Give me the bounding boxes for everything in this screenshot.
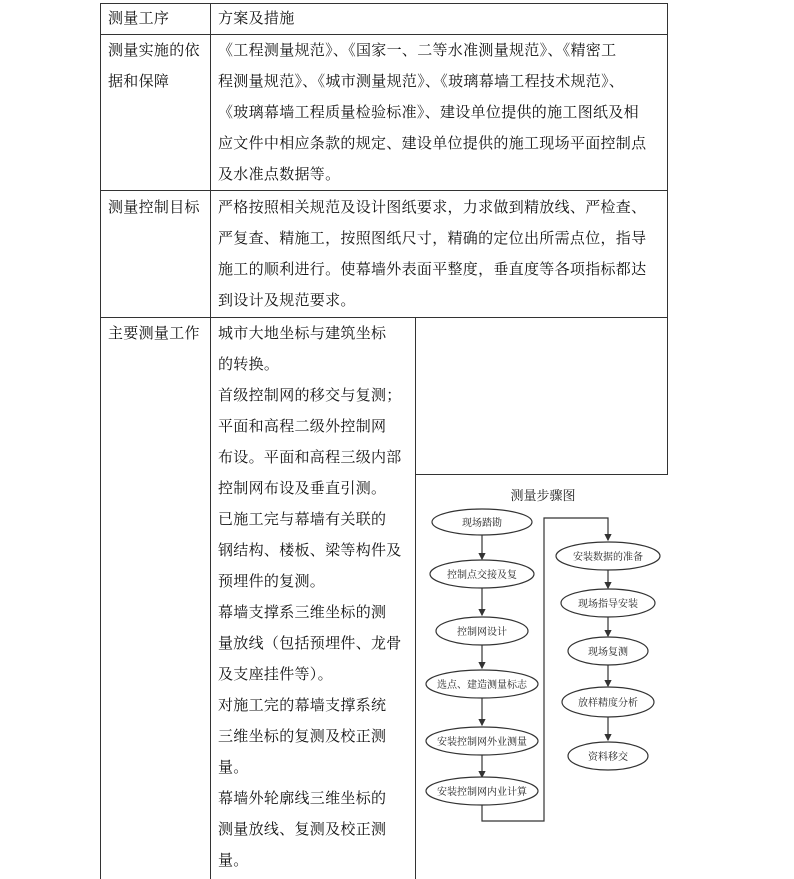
label-line: 主要测量工作 [108, 324, 200, 342]
flowchart-title: 测量步骤图 [510, 489, 576, 504]
table-row-divider [100, 190, 668, 191]
row-basis-label [108, 35, 208, 97]
flow-node-label: 现场指导安装 [578, 599, 638, 610]
content-line: 《玻璃幕墙工程质量检验标准》、建设单位提供的施工图纸及相 [218, 103, 639, 121]
work-line: 量放线（包括预埋件、龙骨 [218, 634, 402, 652]
flow-node-label: 现场复测 [588, 647, 628, 658]
header-plan [218, 3, 664, 34]
row-basis-content [218, 35, 664, 190]
flow-node-label: 现场踏勘 [462, 518, 502, 529]
work-line: 量。 [218, 758, 249, 776]
work-line: 控制网布设及垂直引测。 [218, 479, 387, 497]
row-target-content [218, 192, 664, 316]
work-line: 幕墙支撑系三维坐标的测 [218, 603, 387, 621]
inner-col-divider [415, 317, 416, 879]
work-line: 已施工完与幕墙有关联的 [218, 510, 387, 528]
content-line: 施工的顺利进行。使幕墙外表面平整度，垂直度等各项指标都达 [218, 260, 647, 278]
work-line: 的转换。 [218, 355, 280, 373]
content-line: 《工程测量规范》、《国家一、二等水准测量规范》、《精密工 [218, 41, 617, 59]
flow-node-label: 安装数据的准备 [573, 552, 643, 563]
work-line: 首级控制网的移交与复测； [218, 386, 402, 404]
flowchart-svg [420, 476, 668, 876]
flow-node-label: 安装控制网内业计算 [437, 787, 527, 798]
content-line: 及水准点数据等。 [218, 165, 341, 183]
flow-node-label: 选点、建造测量标志 [437, 680, 527, 691]
label-line: 据和保障 [108, 72, 170, 90]
work-line: 测量放线、复测及校正测 [218, 820, 387, 838]
work-line: 布设。平面和高程三级内部 [218, 448, 402, 466]
work-line: 城市大地坐标与建筑坐标 [218, 324, 387, 342]
work-line: 幕墙外轮廓线三维坐标的 [218, 789, 387, 807]
header-plan-text: 方案及措施 [218, 9, 295, 27]
flow-node-label: 放样精度分析 [578, 698, 638, 709]
table-border-right [667, 3, 668, 475]
work-line: 三维坐标的复测及校正测 [218, 727, 387, 745]
work-line: 预埋件的复测。 [218, 572, 326, 590]
work-line: 对施工完的幕墙支撑系统 [218, 696, 387, 714]
label-line: 测量控制目标 [108, 198, 200, 216]
inner-row-divider [415, 474, 668, 475]
header-process-text: 测量工序 [108, 9, 170, 27]
content-line: 到设计及规范要求。 [218, 291, 356, 309]
flow-node-label: 控制网设计 [457, 627, 507, 638]
content-line: 应文件中相应条款的规定、建设单位提供的施工现场平面控制点 [218, 134, 647, 152]
flow-node-label: 控制点交接及复 [447, 570, 517, 581]
content-line: 严复查、精施工，按照图纸尺寸，精确的定位出所需点位，指导 [218, 229, 647, 247]
work-line: 量。 [218, 851, 249, 869]
label-line: 测量实施的依 [108, 41, 200, 59]
work-line: 平面和高程二级外控制网 [218, 417, 387, 435]
work-line: 及支座挂件等）。 [218, 665, 333, 683]
work-line: 钢结构、楼板、梁等构件及 [218, 541, 402, 559]
header-process [108, 3, 208, 34]
measurement-flowchart [420, 476, 668, 876]
flow-node-label: 资料移交 [588, 752, 628, 763]
content-line: 严格按照相关规范及设计图纸要求，力求做到精放线、严检查、 [218, 198, 647, 216]
content-line: 程测量规范》、《城市测量规范》、《玻璃幕墙工程技术规范》、 [218, 72, 625, 90]
table-border-left [100, 3, 101, 879]
flow-node-label: 安装控制网外业测量 [437, 737, 527, 748]
table-col-divider [210, 3, 211, 879]
row-main-work-label [108, 318, 208, 349]
row-target-label [108, 192, 208, 223]
row-main-work-content [218, 318, 414, 876]
